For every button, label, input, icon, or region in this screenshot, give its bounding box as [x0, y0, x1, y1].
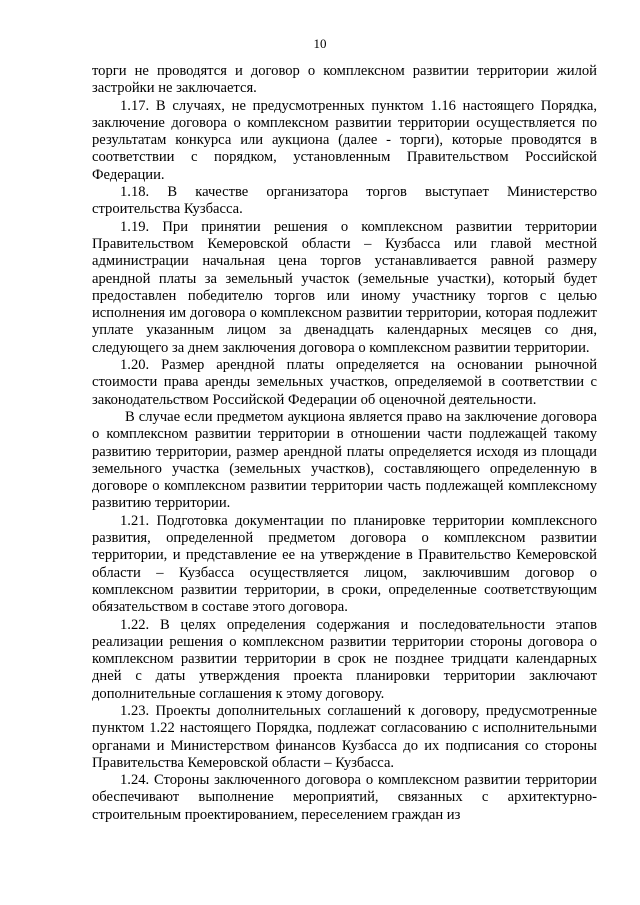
paragraph-continuation: торги не проводятся и договор о комплексном развитии территории жилой застройки не заключается.	[92, 63, 597, 97]
document-body	[92, 63, 597, 824]
paragraph-1-23: 1.23. Проекты дополнительных соглашений к договору, предусмотренные пунктом 1.22 настоящего Порядка, подлежат согласованию с исполнительными органами и Министерством финансов Кузбасса до их подписания со стороны Правительства Кемеровской области – Кузбасса.	[92, 702, 597, 771]
paragraph-1-17: 1.17. В случаях, не предусмотренных пунктом 1.16 настоящего Порядка, заключение договора о комплексном развитии территории осуществляется по результатам конкурса или аукциона (далее - торги), которые проводятся в соответствии с порядком, установленным Правительством Российской Федерации.	[92, 97, 597, 183]
page-number: 10	[313, 36, 327, 51]
paragraph-1-20-auction: В случае если предметом аукциона является право на заключение договора о комплексном развитии территории в отношении части подлежащей такому развитию территории, размер арендной платы определяется исходя из площади земельного участка (земельных участков), составляющего определенную в договоре о комплексном развитии территории часть подлежащей комплексному развитию территории.	[92, 408, 597, 512]
paragraph-1-22: 1.22. В целях определения содержания и последовательности этапов реализации решения о комплексном развитии территории стороны договора о комплексном развитии территории в срок не позднее тридцати календарных дней с даты утверждения проекта планировки территории заключают дополнительные соглашения к этому договору.	[92, 616, 597, 702]
paragraph-1-21: 1.21. Подготовка документации по планировке территории комплексного развития, определенной предметом договора о комплексном развитии территории, и представление ее на утверждение в Правительство Кемеровской области – Кузбасса осуществляется лицом, заключившим договор о комплексном развитии территории, в сроки, определенные соответствующим обязательством в составе этого договора.	[92, 512, 597, 616]
paragraph-1-20: 1.20. Размер арендной платы определяется на основании рыночной стоимости права аренды земельных участков, определяемой в соответствии с законодательством Российской Федерации об оценочной деятельности.	[92, 357, 597, 408]
paragraph-1-18: 1.18. В качестве организатора торгов выступает Министерство строительства Кузбасса.	[92, 184, 597, 218]
paragraph-1-24: 1.24. Стороны заключенного договора о комплексном развитии территории обеспечивают выполнение мероприятий, связанных с архитектурно-строительным проектированием, переселением граждан из	[92, 772, 597, 823]
paragraph-1-19: 1.19. При принятии решения о комплексном развитии территории Правительством Кемеровской области – Кузбасса или главой местной администрации начальная цена торгов устанавливается равной размеру арендной платы за земельный участок (земельные участки), который будет предоставлен победителю торгов или иному участнику торгов с целью исполнения им договора о комплексном развитии территории, которая подлежит уплате указанным лицом за двенадцать календарных месяцев со дня, следующего за днем заключения договора о комплексном развитии территории.	[92, 218, 597, 356]
